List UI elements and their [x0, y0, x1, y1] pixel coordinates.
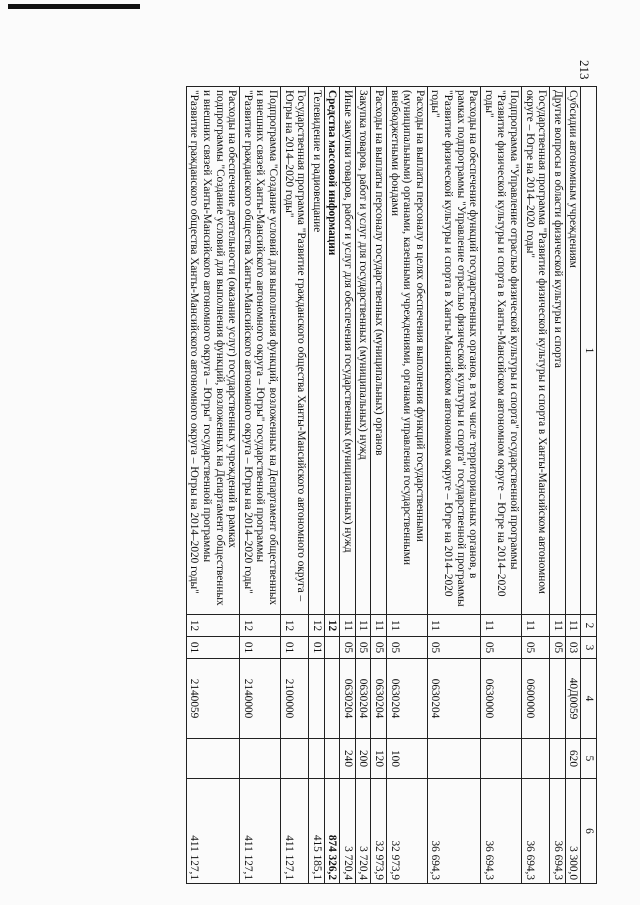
row-name-cell: Расходы на обеспечение деятельности (оказание услуг) государственных учреждений в рамках подпрограммы "Создание условий для выполнения функций, возложенных на Департамент общественных и внешних связей Ханты-Мансийского автономного округа – Югры" государственной программы "Развитие гражданского общества Ханты-Мансийского автономного округа – Югры на 2014–2020 годы"	[186, 87, 239, 615]
table-row	[280, 87, 308, 884]
section-code-cell: 12	[280, 615, 308, 637]
target-article-cell: 2100000	[280, 659, 308, 739]
subsection-code-cell: 05	[427, 637, 480, 659]
section-code-cell: 11	[355, 615, 371, 637]
table-row	[371, 87, 387, 884]
expense-type-cell	[324, 739, 340, 779]
subsection-code-cell: 01	[280, 637, 308, 659]
target-article-cell: 0630000	[481, 659, 522, 739]
subsection-code-cell: 01	[240, 637, 281, 659]
subsection-code-cell: 05	[340, 637, 356, 659]
amount-cell: 36 694,3	[522, 779, 550, 884]
expense-type-cell	[309, 739, 325, 779]
row-name-cell: Расходы на обеспечение функций государственных органов, в том числе территориальных органов, в рамках подпрограммы "Управление отраслью физической культуры и спорта" государственной программы "Развитие физической культуры и спорта в Ханты-Мансийском автономном округе – Югре на 2014–2020 годы"	[427, 87, 480, 615]
section-code-cell: 11	[387, 615, 428, 637]
amount-cell: 411 127,1	[280, 779, 308, 884]
header-cell: 3	[581, 637, 597, 659]
table-row	[240, 87, 281, 884]
row-name-cell: Закупка товаров, работ и услуг для государственных (муниципальных) нужд	[355, 87, 371, 615]
expense-type-cell: 240	[340, 739, 356, 779]
subsection-code-cell: 05	[522, 637, 550, 659]
expense-type-cell	[481, 739, 522, 779]
row-name-cell: Расходы на выплаты персоналу государственных (муниципальных) органов	[371, 87, 387, 615]
subsection-code-cell: 05	[481, 637, 522, 659]
amount-cell: 3 720,4	[340, 779, 356, 884]
header-cell: 6	[581, 779, 597, 884]
table-row	[565, 87, 581, 884]
header-cell: 1	[581, 87, 597, 615]
subsection-code-cell	[324, 637, 340, 659]
target-article-cell: 0600000	[522, 659, 550, 739]
subsection-code-cell: 05	[355, 637, 371, 659]
table-row	[550, 87, 566, 884]
amount-cell: 36 694,3	[481, 779, 522, 884]
row-name-cell: Иные закупки товаров, работ и услуг для обеспечения государственных (муниципальных) нужд	[340, 87, 356, 615]
amount-cell: 36 694,3	[427, 779, 480, 884]
target-article-cell: 0630204	[340, 659, 356, 739]
row-name-cell: Средства массовой информации	[324, 87, 340, 615]
row-name-cell: Подпрограмма "Создание условий для выполнения функций, возложенных на Департамент общественных и внешних связей Ханты-Мансийского автономного округа – Югры" государственной программы "Развитие гражданского общества Ханты-Мансийского автономного округа – Югры на 2014–2020 годы"	[240, 87, 281, 615]
table-row	[481, 87, 522, 884]
row-name-cell: Телевидение и радиовещание	[309, 87, 325, 615]
section-code-cell: 11	[550, 615, 566, 637]
row-name-cell: Государственная программа "Развитие гражданского общества Ханты-Мансийского автономного округа – Югры на 2014–2020 годы"	[280, 87, 308, 615]
section-code-cell: 11	[522, 615, 550, 637]
target-article-cell: 2140000	[240, 659, 281, 739]
target-article-cell	[309, 659, 325, 739]
target-article-cell: 0630204	[371, 659, 387, 739]
section-code-cell: 12	[240, 615, 281, 637]
row-name-cell: Другие вопросы в области физической культуры и спорта	[550, 87, 566, 615]
header-cell: 4	[581, 659, 597, 739]
section-code-cell: 11	[371, 615, 387, 637]
expense-type-cell	[427, 739, 480, 779]
expense-type-cell: 200	[355, 739, 371, 779]
expense-type-cell: 120	[371, 739, 387, 779]
expense-type-cell	[240, 739, 281, 779]
top-rule	[8, 4, 140, 9]
amount-cell: 411 127,1	[240, 779, 281, 884]
table-row	[355, 87, 371, 884]
amount-cell: 874 326,2	[324, 779, 340, 884]
section-code-cell: 12	[309, 615, 325, 637]
subsection-code-cell: 05	[550, 637, 566, 659]
target-article-cell: 2140059	[186, 659, 239, 739]
page-number: 213	[577, 60, 592, 80]
amount-cell: 3 300,0	[565, 779, 581, 884]
section-code-cell: 12	[324, 615, 340, 637]
table-row	[324, 87, 340, 884]
section-code-cell: 11	[565, 615, 581, 637]
table-row	[340, 87, 356, 884]
amount-cell: 32 973,9	[387, 779, 428, 884]
target-article-cell: 0630204	[355, 659, 371, 739]
amount-cell: 3 720,4	[355, 779, 371, 884]
target-article-cell: 0630204	[387, 659, 428, 739]
section-code-cell: 11	[340, 615, 356, 637]
target-article-cell: 40Д0059	[565, 659, 581, 739]
row-name-cell: Подпрограмма "Управление отраслью физической культуры и спорта" государственной программы "Развитие физической культуры и спорта в Ханты-Мансийском автономном округе – Югре на 2014–2020 годы"	[481, 87, 522, 615]
amount-cell: 411 127,1	[186, 779, 239, 884]
expense-type-cell	[550, 739, 566, 779]
subsection-code-cell: 05	[387, 637, 428, 659]
subsection-code-cell: 03	[565, 637, 581, 659]
target-article-cell	[324, 659, 340, 739]
header-cell: 5	[581, 739, 597, 779]
header-cell: 2	[581, 615, 597, 637]
budget-table	[186, 86, 597, 884]
table-row	[522, 87, 550, 884]
rotated-page	[105, 86, 597, 883]
expense-type-cell: 620	[565, 739, 581, 779]
expense-type-cell: 100	[387, 739, 428, 779]
subsection-code-cell: 01	[186, 637, 239, 659]
table-row	[427, 87, 480, 884]
row-name-cell: Субсидии автономным учреждениям	[565, 87, 581, 615]
amount-cell: 36 694,3	[550, 779, 566, 884]
table-row	[186, 87, 239, 884]
row-name-cell: Государственная программа "Развитие физической культуры и спорта в Ханты-Мансийском автономном округе – Югре на 2014–2020 годы"	[522, 87, 550, 615]
target-article-cell: 0630204	[427, 659, 480, 739]
expense-type-cell	[186, 739, 239, 779]
expense-type-cell	[280, 739, 308, 779]
subsection-code-cell: 01	[309, 637, 325, 659]
amount-cell: 32 973,9	[371, 779, 387, 884]
section-code-cell: 11	[481, 615, 522, 637]
table-row	[387, 87, 428, 884]
table-header-row	[581, 87, 597, 884]
expense-type-cell	[522, 739, 550, 779]
table-row	[309, 87, 325, 884]
row-name-cell: Расходы на выплаты персоналу в целях обеспечения выполнения функций государственными (муниципальными) органами, казенными учреждениями, органами управления государственными внебюджетными фондами	[387, 87, 428, 615]
section-code-cell: 12	[186, 615, 239, 637]
target-article-cell	[550, 659, 566, 739]
section-code-cell: 11	[427, 615, 480, 637]
amount-cell: 415 185,1	[309, 779, 325, 884]
subsection-code-cell: 05	[371, 637, 387, 659]
